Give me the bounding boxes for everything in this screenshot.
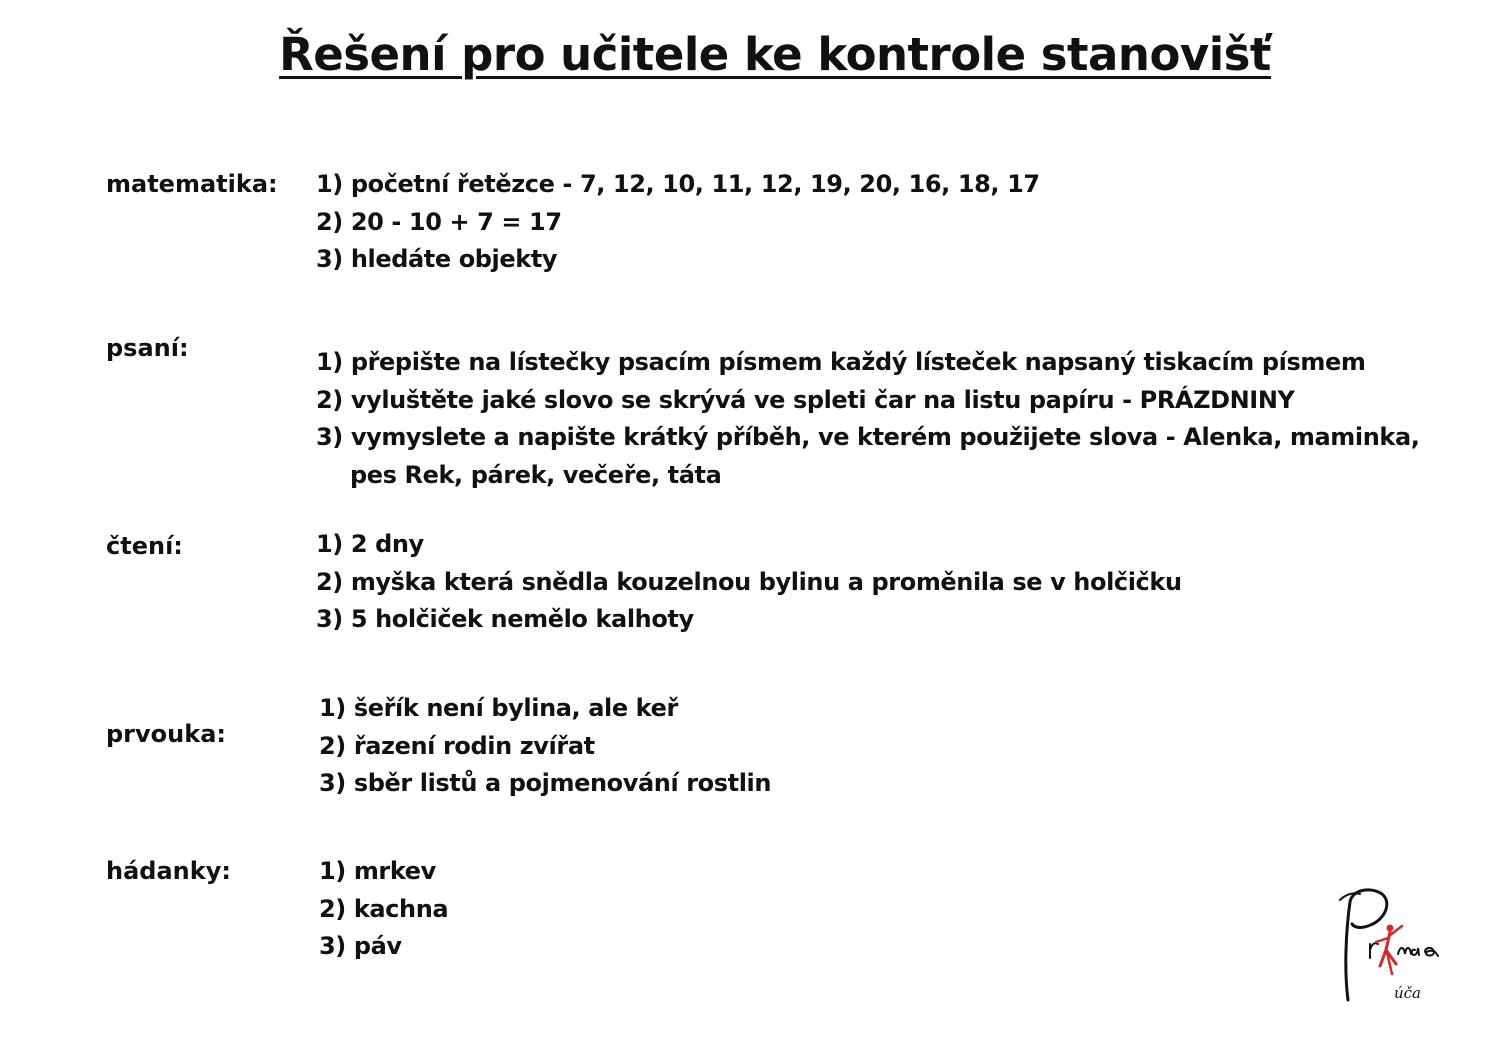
section-items-psani [316,344,1420,494]
section-label-psani: psaní: [106,334,189,362]
answer-item: 3) sběr listů a pojmenování rostlin [319,769,772,797]
answer-item: 2) vyluštěte jaké slovo se skrývá ve spleti čar na listu papíru - PRÁZDNINY [316,385,1295,414]
answer-item: 1) 2 dny [316,530,424,558]
section-label-hadanky: hádanky: [106,857,231,885]
dancer-figure-icon [1376,925,1402,975]
answer-item: 3) páv [319,932,402,960]
answer-item: 1) šeřík není bylina, ale keř [319,694,678,722]
answer-item: 3) hledáte objekty [316,245,558,273]
section-label-prvouka: prvouka: [106,720,226,748]
answer-item: 1) mrkev [319,857,436,885]
answer-item: 2) myška která snědla kouzelnou bylinu a proměnila se v holčičku [316,567,1182,596]
answer-item: 2) kachna [319,894,449,923]
prima-ucitelka-logo [1330,880,1450,1010]
logo-sub-text: účа [1394,984,1422,1002]
section-items-prvouka [319,690,771,803]
answer-item-continuation [316,457,1420,495]
answer-item: 1) přepište na lístečky psacím písmem každý lísteček napsaný tiskacím písmem [316,348,1366,376]
section-label-matematika: matematika: [106,170,278,198]
section-items-cteni [316,526,1182,639]
answer-item: 3) vymyslete a napište krátký příběh, ve kterém použijete slova - Alenka, maminka, [316,423,1420,451]
answer-item: 3) 5 holčiček nemělo kalhoty [316,605,694,633]
section-items-matematika [316,166,1040,279]
answer-item: 2) řazení rodin zvířat [319,731,595,760]
page-title: Řešení pro učitele ke kontrole stanovišť [279,28,1271,81]
answer-continuation-text: pes Rek, párek, večeře, táta [350,460,722,489]
section-label-cteni: čtení: [106,532,183,560]
answer-item: 1) početní řetězce - 7, 12, 10, 11, 12, 19, 20, 16, 18, 17 [316,170,1040,198]
answer-item: 2) 20 - 10 + 7 = 17 [316,207,562,236]
section-items-hadanky [319,853,448,966]
